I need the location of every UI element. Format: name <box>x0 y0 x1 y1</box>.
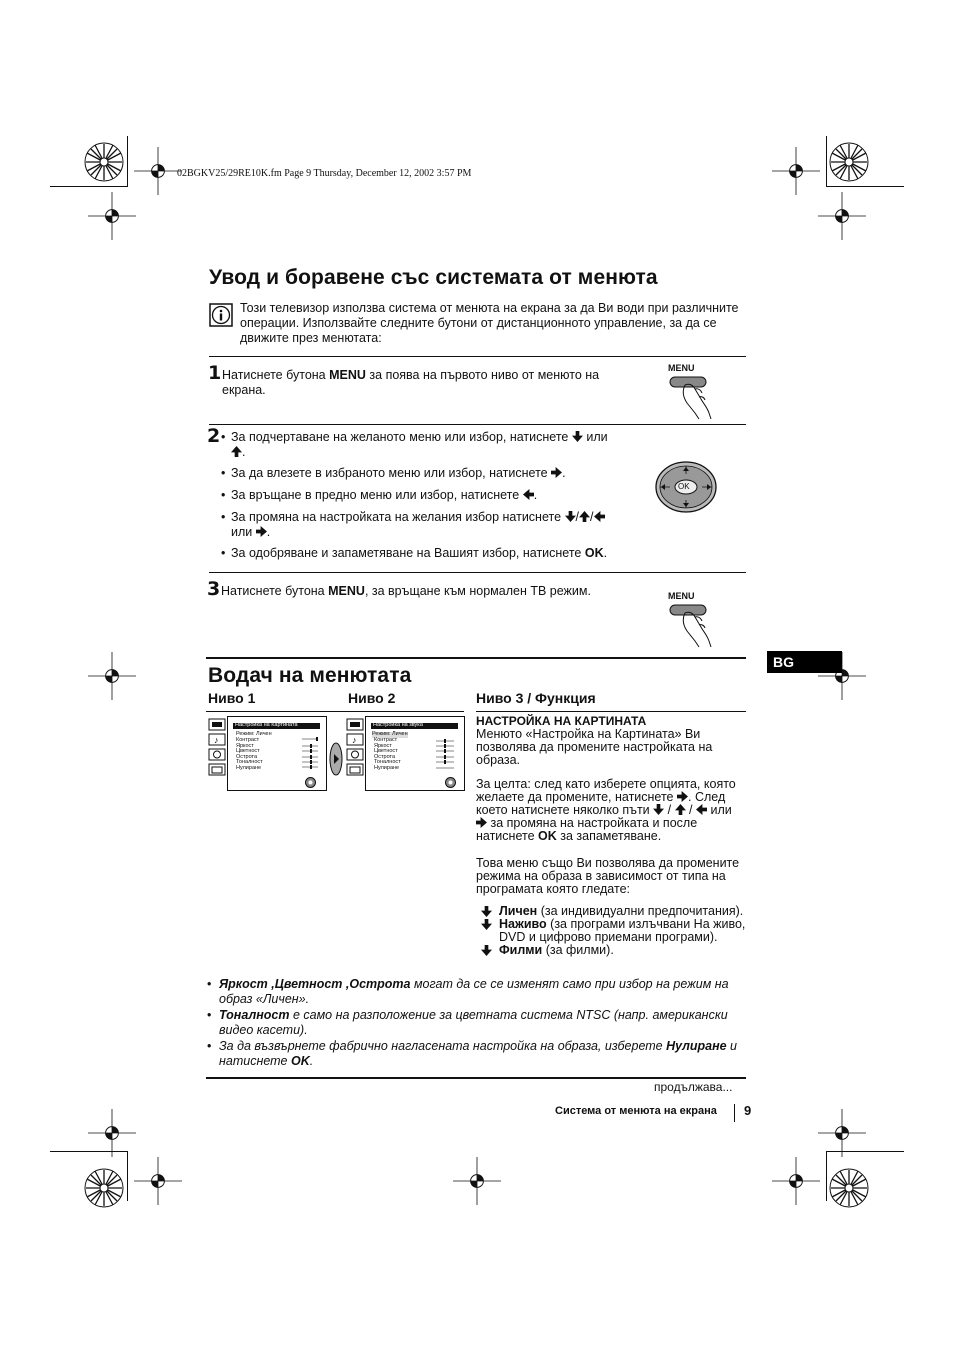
step-2-bullet-5: • За одобряване и запаметяване на Вашият избор, натиснете OK. <box>221 546 608 560</box>
arrow-right-icon <box>551 467 562 478</box>
arrow-up-icon <box>579 511 590 522</box>
step-1-number: 1 <box>208 362 222 384</box>
info-icon <box>209 303 233 327</box>
note-3: • За да възвърнете фабрично нагласената настройка на образа, изберете Нулиране и натиснете OK. <box>207 1039 738 1068</box>
step-2-bullet-2: • За да влезете в избраното меню или избор, натиснете . <box>221 466 566 480</box>
registration-mark-icon <box>84 1168 124 1208</box>
menu-category-icons <box>208 718 226 776</box>
mode-item: Наживо (за програми излъчвани На живо, DVD и цифрово приемани програми). <box>481 918 746 944</box>
arrow-left-icon <box>696 804 707 815</box>
step-1-text: Натиснете бутона MENU за поява на първото ниво от менюто на екрана. <box>222 368 600 397</box>
function-heading: НАСТРОЙКА НА КАРТИНАТА <box>476 714 647 728</box>
registration-mark-icon <box>829 142 869 182</box>
svg-text:♪: ♪ <box>352 735 357 745</box>
arrow-right-icon <box>476 817 487 828</box>
file-header: 02BGKV25/29RE10K.fm Page 9 Thursday, December 12, 2002 3:57 PM <box>177 168 472 179</box>
mode-item: Личен (за индивидуални предпочитания). <box>481 905 746 918</box>
function-paragraph-2: За целта: след като изберете опцията, която желаете да промените, натиснете . След което натиснете няколко пъти / / или за промяна на настройката и после натиснете OK за запаметяване. <box>476 777 736 843</box>
crosshair-icon <box>772 1157 820 1205</box>
registration-mark-icon <box>829 1168 869 1208</box>
step-2-number: 2 <box>207 425 221 447</box>
footer-section: Система от менюта на екрана <box>555 1105 717 1117</box>
mode-list <box>481 905 746 957</box>
section-title: Увод и боравене със системата от менюта <box>209 266 658 289</box>
crosshair-icon <box>453 1157 501 1205</box>
arrow-up-icon <box>231 446 242 457</box>
crosshair-icon <box>134 147 182 195</box>
continues-label: продължава... <box>654 1080 733 1094</box>
crosshair-icon <box>134 1157 182 1205</box>
step-3-text: Натиснете бутона MENU, за връщане към нормален ТВ режим. <box>221 584 591 598</box>
function-paragraph-1: Менюто «Настройка на Картината» Ви позволява да промените настройката на образа. <box>476 727 713 767</box>
menu-button-press-icon <box>665 373 717 421</box>
function-paragraph-3: Това меню също Ви позволява да промените режима на образа в зависимост от типа на програмата която гледате: <box>476 856 740 896</box>
level-3-heading: Ниво 3 / Функция <box>476 690 596 706</box>
language-tab: BG <box>767 651 842 673</box>
remote-icon <box>305 777 316 788</box>
step-2-bullet-1: • За подчертаване на желаното меню или избор, натиснете или . <box>221 430 608 459</box>
menu-button-label: MENU <box>668 363 695 373</box>
arrow-left-icon <box>594 511 605 522</box>
ok-button-label: OK <box>678 482 690 491</box>
crosshair-icon <box>88 652 136 700</box>
menu-screen-level-1: Настройка на Картината Режим: Личен Контраст Яркост Цветност Острота Тоналност Нулиране <box>227 716 327 791</box>
arrow-down-icon <box>481 945 492 956</box>
svg-text:♪: ♪ <box>214 735 219 745</box>
note-1: • Яркост ,Цветност ,Острота могат да се се изменят само при избор на режим на образ «Личен». <box>207 977 729 1006</box>
mode-item: Филми (за филми). <box>481 944 746 957</box>
crosshair-icon <box>818 192 866 240</box>
step-3-number: 3 <box>207 578 221 600</box>
note-2: • Тоналност е само на разположение за цветната система NTSC (напр. американски видео касети). <box>207 1008 728 1037</box>
arrow-right-icon <box>256 526 267 537</box>
crosshair-icon <box>772 147 820 195</box>
menu-button-label: MENU <box>668 591 695 601</box>
page-number: 9 <box>744 1103 752 1118</box>
level-1-heading: Ниво 1 <box>208 690 256 706</box>
arrow-down-icon <box>653 804 664 815</box>
menu-button-press-icon <box>665 601 717 649</box>
intro-text: Този телевизор използва система от менюта на екрана за да Ви води при различните операции. Използвайте следните бутони от дистанционното управление, за да се движите през менютата: <box>240 301 739 345</box>
section-title: Водач на менютата <box>208 664 412 687</box>
arrow-down-icon <box>481 906 492 917</box>
menu-screen-level-2: Настройка на звука Режим: Личен Контраст Яркост Цветност Острота Тоналност Нулиране <box>365 716 465 791</box>
arrow-down-icon <box>481 919 492 930</box>
registration-mark-icon <box>84 142 124 182</box>
crosshair-icon <box>88 1109 136 1157</box>
level-2-heading: Ниво 2 <box>348 690 396 706</box>
remote-icon <box>445 777 456 788</box>
arrow-right-icon <box>677 791 688 802</box>
next-level-arrow-icon <box>329 742 343 776</box>
menu-category-icons <box>346 718 364 776</box>
arrow-down-icon <box>572 431 583 442</box>
arrow-up-icon <box>675 804 686 815</box>
crosshair-icon <box>88 192 136 240</box>
arrow-left-icon <box>523 489 534 500</box>
arrow-down-icon <box>565 511 576 522</box>
step-2-bullet-3: • За връщане в предно меню или избор, натиснете . <box>221 488 538 502</box>
step-2-bullet-4: • За промяна на настройката на желания избор натиснете / / или . <box>231 510 651 540</box>
crosshair-icon <box>818 1109 866 1157</box>
